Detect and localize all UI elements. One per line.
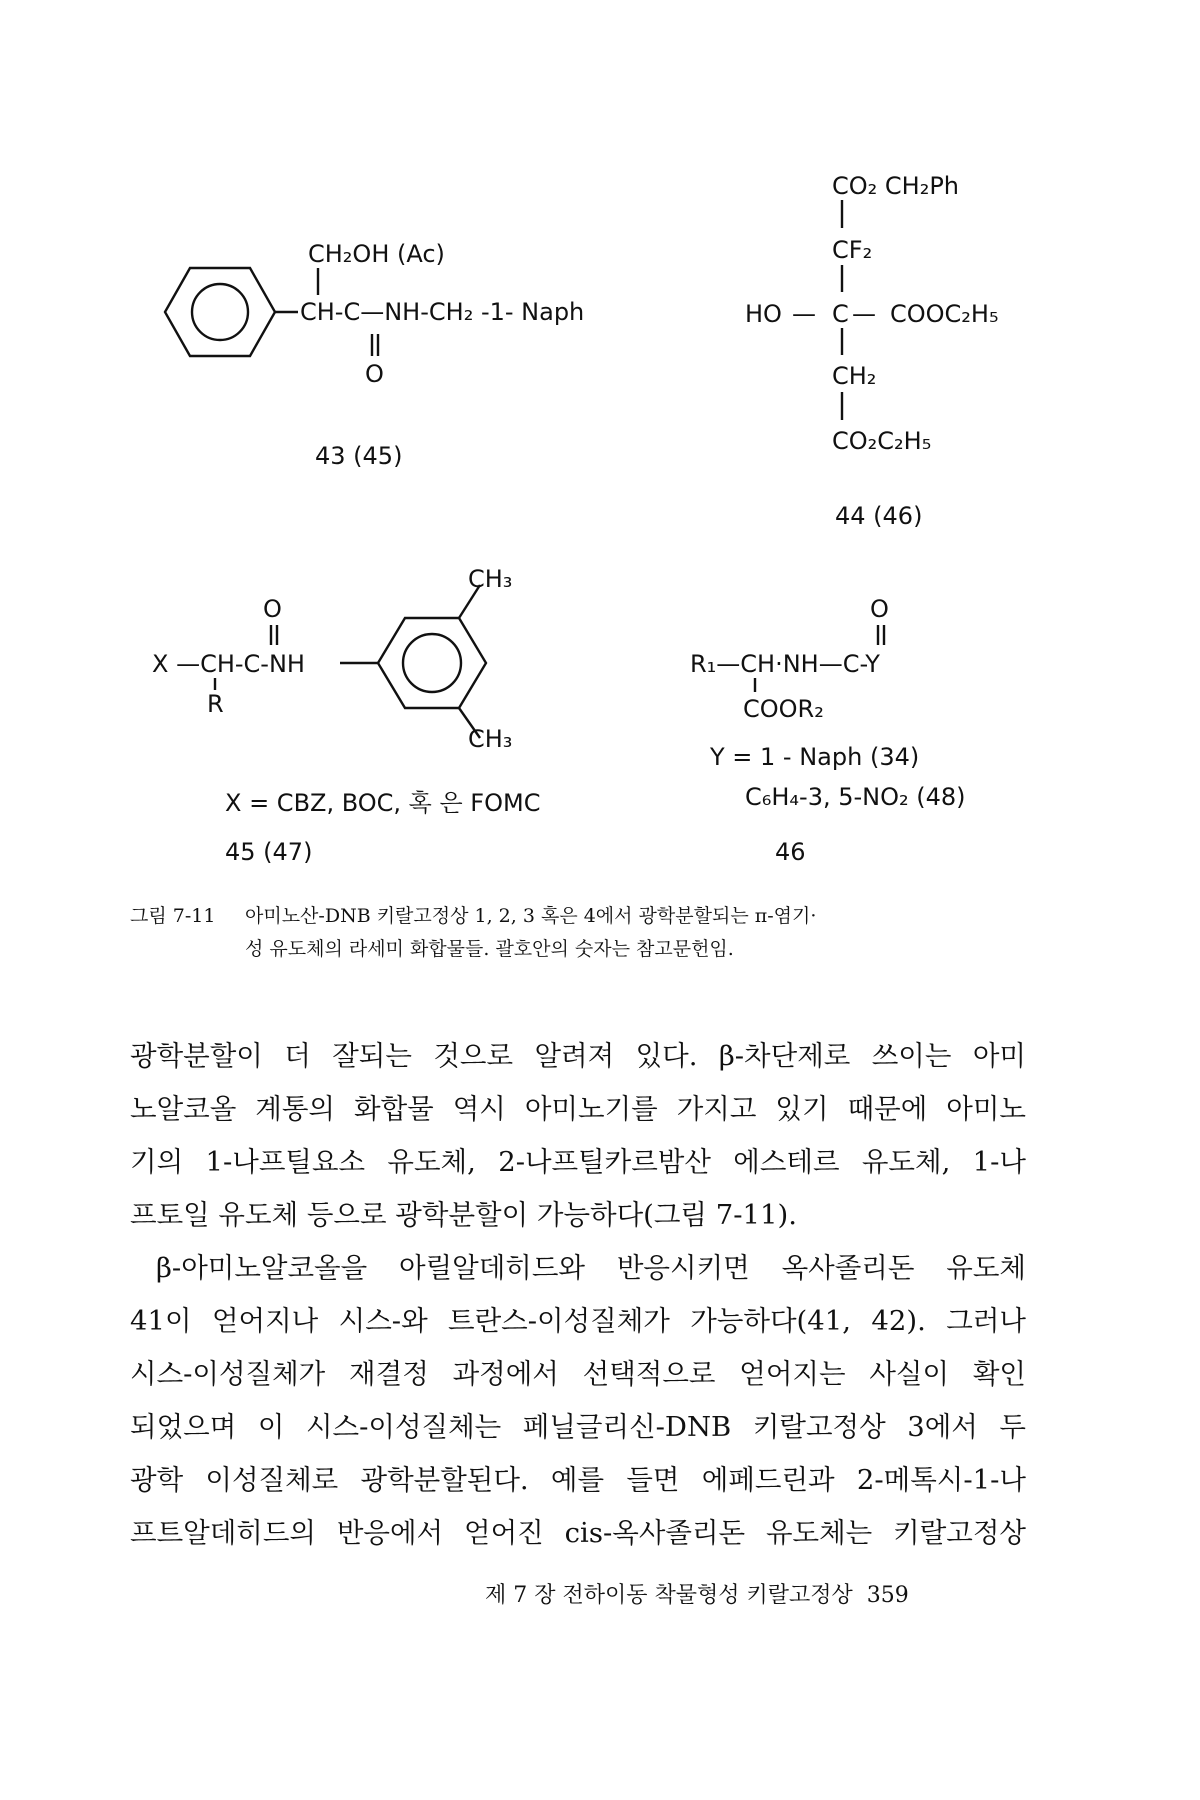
- c44-ethyl-ester: COOC₂H₅: [890, 300, 999, 328]
- c44-dash-right: —: [852, 300, 876, 328]
- page-footer: [485, 1578, 909, 1609]
- c45-ch3-bottom: CH₃: [468, 725, 513, 753]
- benzene-ring-45: [378, 618, 486, 708]
- structure-bonds: [0, 0, 1200, 880]
- c45-compound-label: 45 (47): [225, 838, 313, 866]
- c45-chain: X —CH-C-NH: [152, 650, 305, 678]
- c46-y-definition-2: C₆H₄-3, 5-NO₂ (48): [745, 783, 966, 811]
- body-line-6: 41이 얻어지나 시스-와 트란스-이성질체가 가능하다(41, 42). 그러나: [130, 1305, 1026, 1337]
- body-line-2: 노알코올 계통의 화합물 역시 아미노기를 가지고 있기 때문에 아미노: [130, 1093, 1026, 1125]
- figure-caption: [130, 900, 1030, 966]
- page-number: 359: [866, 1583, 909, 1608]
- caption-number: 그림 7-11: [130, 905, 216, 927]
- c44-central-carbon: C: [832, 300, 849, 328]
- c45-ch3-top: CH₃: [468, 565, 513, 593]
- benzene-ring-43: [165, 268, 275, 356]
- benzene-aromatic-circle-45: [403, 634, 461, 692]
- body-line-5: β-아미노알코올을 아릴알데히드와 반응시키면 옥사졸리돈 유도체: [156, 1252, 1026, 1284]
- c44-benzyl-ester: CO₂ CH₂Ph: [832, 172, 960, 200]
- c43-main-chain: CH-C—NH-CH₂ -1- Naph: [300, 298, 585, 326]
- c45-x-definition: X = CBZ, BOC, 혹 은 FOMC: [225, 789, 541, 817]
- c43-carbonyl-oxygen: O: [365, 360, 384, 388]
- body-line-10: 프트알데히드의 반응에서 얻어진 cis-옥사졸리돈 유도체는 키랄고정상: [130, 1517, 1026, 1549]
- benzene-aromatic-circle-43: [192, 284, 248, 340]
- c44-dash-left: —: [792, 300, 816, 328]
- c44-ho: HO: [745, 300, 782, 328]
- chapter-title: 제 7 장 전하이동 착물형성 키랄고정상: [485, 1583, 853, 1608]
- body-line-3: 기의 1-나프틸요소 유도체, 2-나프틸카르밤산 에스테르 유도체, 1-나: [130, 1146, 1026, 1178]
- c46-carbonyl-oxygen: O: [870, 595, 889, 623]
- c44-co2c2h5: CO₂C₂H₅: [832, 427, 932, 455]
- c44-ch2: CH₂: [832, 362, 877, 390]
- c44-cf2: CF₂: [832, 236, 873, 264]
- c46-y-definition-1: Y = 1 - Naph (34): [710, 743, 920, 771]
- body-line-4: 프토일 유도체 등으로 광학분할이 가능하다(그림 7-11).: [130, 1199, 797, 1231]
- body-line-9: 광학 이성질체로 광학분할된다. 예를 들면 에페드린과 2-메톡시-1-나: [130, 1464, 1026, 1496]
- c46-compound-label: 46: [775, 838, 806, 866]
- body-text: [130, 1030, 1026, 1560]
- c45-r-group: R: [207, 690, 224, 718]
- caption-line-2: 성 유도체의 라세미 화합물들. 괄호안의 숫자는 참고문헌임.: [245, 938, 734, 960]
- c43-compound-label: 43 (45): [315, 442, 403, 470]
- c44-compound-label: 44 (46): [835, 502, 923, 530]
- body-line-1: 광학분할이 더 잘되는 것으로 알려져 있다. β-차단제로 쓰이는 아미: [130, 1040, 1026, 1072]
- caption-line-1: 아미노산-DNB 키랄고정상 1, 2, 3 혹은 4에서 광학분할되는 π-염기·: [245, 905, 817, 927]
- body-line-7: 시스-이성질체가 재결정 과정에서 선택적으로 얻어지는 사실이 확인: [130, 1358, 1026, 1390]
- c46-chain: R₁—CH·NH—C-Y: [690, 650, 880, 678]
- body-line-8: 되었으며 이 시스-이성질체는 페닐글리신-DNB 키랄고정상 3에서 두: [130, 1411, 1026, 1443]
- c43-ch2oh: CH₂OH (Ac): [308, 240, 445, 268]
- c46-ester-group: COOR₂: [743, 695, 824, 723]
- c45-carbonyl-oxygen: O: [263, 595, 282, 623]
